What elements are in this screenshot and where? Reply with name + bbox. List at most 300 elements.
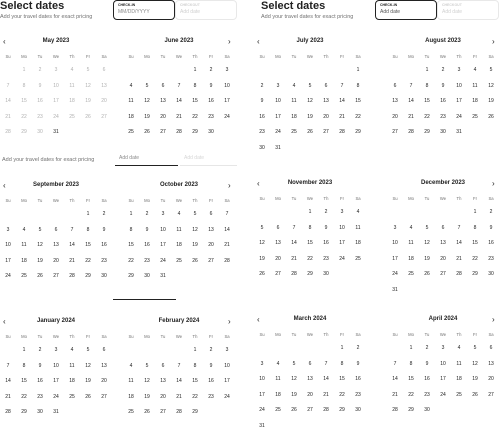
calendar-day[interactable]: 5 (473, 345, 477, 351)
calendar-day[interactable]: 7 (393, 360, 397, 367)
calendar-day[interactable]: 9 (489, 224, 493, 231)
calendar-day[interactable]: 23 (323, 255, 329, 262)
calendar-day[interactable]: 8 (86, 226, 90, 233)
calendar-day[interactable]: 27 (323, 129, 329, 135)
calendar-day[interactable]: 27 (275, 271, 281, 277)
calendar-day[interactable]: 4 (356, 209, 360, 215)
calendar-day[interactable]: 25 (128, 129, 134, 135)
calendar-day[interactable]: 14 (5, 378, 11, 384)
calendar-day[interactable]: 6 (102, 347, 106, 353)
calendar-day[interactable]: 9 (209, 82, 213, 89)
calendar-day[interactable]: 28 (224, 257, 230, 264)
calendar-day[interactable]: 3 (260, 360, 264, 367)
calendar-day[interactable]: 30 (424, 407, 430, 413)
checkin-value[interactable]: Add date (380, 9, 401, 15)
calendar-day[interactable]: 11 (69, 362, 75, 369)
calendar-day[interactable]: 11 (21, 242, 27, 248)
calendar-day[interactable]: 17 (224, 378, 230, 384)
calendar-day[interactable]: 5 (193, 211, 197, 217)
calendar-day[interactable]: 29 (85, 273, 91, 279)
calendar-day[interactable]: 6 (209, 211, 213, 217)
calendar-day[interactable]: 3 (225, 67, 229, 73)
chevron-right-icon[interactable]: › (492, 37, 495, 46)
chevron-right-icon[interactable]: › (492, 315, 495, 324)
calendar-day[interactable]: 8 (129, 226, 133, 233)
calendar-day[interactable]: 17 (275, 113, 281, 120)
calendar-day[interactable]: 19 (144, 113, 150, 120)
calendar-day[interactable]: 5 (86, 347, 90, 353)
calendar-day[interactable]: 13 (323, 98, 329, 104)
calendar-day[interactable]: 13 (307, 376, 313, 382)
calendar-day[interactable]: 9 (425, 360, 429, 367)
calendar-day[interactable]: 7 (324, 360, 328, 367)
calendar-day[interactable]: 17 (259, 391, 265, 398)
calendar-day[interactable]: 26 (192, 257, 198, 264)
calendar-day[interactable]: 27 (53, 273, 59, 279)
calendar-day[interactable]: 27 (160, 409, 166, 415)
calendar-day[interactable]: 12 (192, 226, 198, 233)
calendar-day[interactable]: 27 (160, 129, 166, 135)
calendar-day[interactable]: 20 (160, 393, 166, 400)
calendar-day[interactable]: 7 (292, 224, 296, 231)
calendar-day[interactable]: 22 (21, 393, 27, 400)
calendar-day[interactable]: 24 (392, 271, 398, 277)
calendar-day[interactable]: 5 (489, 67, 493, 73)
calendar-day[interactable]: 5 (292, 360, 296, 367)
calendar-day[interactable]: 7 (340, 82, 344, 89)
calendar-day[interactable]: 23 (37, 393, 43, 400)
calendar-day[interactable]: 31 (259, 422, 265, 429)
calendar-day[interactable]: 12 (488, 82, 494, 89)
calendar-day[interactable]: 2 (145, 211, 149, 217)
calendar-day[interactable]: 23 (259, 129, 265, 135)
calendar-day[interactable]: 3 (457, 67, 461, 73)
calendar-day[interactable]: 30 (323, 271, 329, 277)
calendar-day[interactable]: 27 (208, 257, 214, 264)
calendar-day[interactable]: 22 (339, 391, 345, 398)
calendar-day[interactable]: 2 (356, 345, 360, 351)
calendar-day[interactable]: 24 (259, 407, 265, 413)
calendar-day[interactable]: 1 (22, 347, 26, 353)
calendar-day[interactable]: 9 (145, 226, 149, 233)
calendar-day[interactable]: 19 (192, 242, 198, 248)
calendar-day[interactable]: 12 (144, 98, 150, 104)
calendar-day[interactable]: 7 (177, 82, 181, 89)
calendar-day[interactable]: 8 (425, 82, 429, 89)
calendar-day[interactable]: 22 (408, 391, 414, 398)
calendar-day[interactable]: 20 (53, 257, 59, 264)
calendar-day[interactable]: 13 (208, 226, 214, 233)
calendar-day[interactable]: 21 (323, 391, 329, 398)
calendar-day[interactable]: 31 (160, 273, 166, 279)
calendar-day[interactable]: 21 (176, 113, 182, 120)
calendar-day[interactable]: 4 (177, 211, 181, 217)
calendar-day[interactable]: 24 (5, 273, 11, 279)
checkout-value[interactable]: Add date (180, 9, 201, 15)
calendar-day[interactable]: 6 (489, 345, 493, 351)
calendar-day[interactable]: 6 (308, 360, 312, 367)
calendar-day[interactable]: 20 (275, 255, 281, 262)
calendar-day[interactable]: 26 (488, 113, 494, 120)
chevron-left-icon[interactable]: ‹ (3, 37, 6, 46)
calendar-day[interactable]: 26 (37, 273, 43, 279)
calendar-day[interactable]: 15 (21, 378, 27, 384)
calendar-day[interactable]: 7 (457, 224, 461, 231)
calendar-day[interactable]: 13 (488, 360, 494, 367)
checkin-value[interactable]: MM/DD/YYYY (118, 9, 150, 15)
calendar-day[interactable]: 29 (355, 129, 361, 135)
calendar-day[interactable]: 3 (54, 347, 58, 353)
chevron-left-icon[interactable]: ‹ (257, 315, 260, 324)
calendar-day[interactable]: 31 (275, 144, 281, 151)
calendar-day[interactable]: 11 (355, 224, 361, 231)
calendar-day[interactable]: 25 (355, 255, 361, 262)
calendar-day[interactable]: 18 (128, 113, 134, 120)
calendar-day[interactable]: 11 (128, 98, 134, 104)
calendar-day[interactable]: 15 (192, 98, 198, 104)
calendar-day[interactable]: 12 (37, 242, 43, 248)
calendar-day[interactable]: 25 (408, 271, 414, 277)
calendar-day[interactable]: 10 (392, 240, 398, 246)
calendar-day[interactable]: 28 (176, 409, 182, 415)
calendar-day[interactable]: 19 (37, 257, 43, 264)
calendar-day[interactable]: 29 (472, 271, 478, 277)
calendar-day[interactable]: 25 (456, 391, 462, 398)
calendar-day[interactable]: 16 (259, 113, 265, 120)
checkin-field[interactable] (375, 0, 437, 20)
calendar-day[interactable]: 1 (409, 345, 413, 351)
calendar-day[interactable]: 17 (160, 242, 166, 248)
calendar-day[interactable]: 15 (472, 240, 478, 246)
calendar-day[interactable]: 21 (5, 393, 11, 400)
calendar-day[interactable]: 28 (69, 273, 75, 279)
calendar-day[interactable]: 7 (6, 362, 10, 369)
chevron-left-icon[interactable]: ‹ (257, 179, 260, 188)
calendar-day[interactable]: 27 (440, 271, 446, 277)
calendar-day[interactable]: 31 (53, 409, 59, 415)
calendar-day[interactable]: 10 (275, 98, 281, 104)
calendar-day[interactable]: 8 (409, 360, 413, 367)
calendar-day[interactable]: 23 (208, 113, 214, 120)
calendar-day[interactable]: 29 (128, 273, 134, 279)
calendar-day[interactable]: 13 (160, 378, 166, 384)
chevron-right-icon[interactable]: › (228, 317, 231, 326)
calendar-day[interactable]: 27 (392, 129, 398, 135)
calendar-day[interactable]: 5 (38, 226, 42, 233)
calendar-day[interactable]: 9 (102, 226, 106, 233)
calendar-day[interactable]: 22 (355, 113, 361, 120)
calendar-day[interactable]: 17 (224, 98, 230, 104)
calendar-day[interactable]: 12 (85, 362, 91, 369)
calendar-day[interactable]: 28 (456, 271, 462, 277)
calendar-day[interactable]: 1 (473, 209, 477, 215)
calendar-day[interactable]: 29 (192, 409, 198, 415)
checkout-field[interactable] (437, 0, 499, 20)
calendar-day[interactable]: 16 (208, 98, 214, 104)
calendar-day[interactable]: 19 (85, 378, 91, 384)
calendar-day[interactable]: 16 (144, 242, 150, 248)
calendar-day[interactable]: 30 (37, 409, 43, 415)
calendar-day[interactable]: 20 (160, 113, 166, 120)
calendar-day[interactable]: 25 (21, 273, 27, 279)
calendar-day[interactable]: 21 (69, 257, 75, 264)
calendar-day[interactable]: 20 (101, 378, 107, 384)
calendar-day[interactable]: 12 (291, 376, 297, 382)
calendar-day[interactable]: 4 (70, 347, 74, 353)
calendar-day[interactable]: 13 (160, 98, 166, 104)
calendar-day[interactable]: 14 (224, 226, 230, 233)
chevron-right-icon[interactable]: › (492, 179, 495, 188)
checkout-value[interactable]: Add date (184, 155, 205, 161)
calendar-day[interactable]: 24 (456, 113, 462, 120)
calendar-day[interactable]: 23 (144, 257, 150, 264)
calendar-day[interactable]: 23 (101, 257, 107, 264)
calendar-day[interactable]: 14 (339, 98, 345, 104)
chevron-left-icon[interactable]: ‹ (3, 181, 6, 190)
chevron-right-icon[interactable]: › (228, 37, 231, 46)
calendar-day[interactable]: 17 (456, 98, 462, 104)
calendar-day[interactable]: 30 (488, 271, 494, 277)
calendar-day[interactable]: 12 (307, 98, 313, 104)
calendar-day[interactable]: 2 (441, 67, 445, 73)
calendar-day[interactable]: 19 (488, 98, 494, 104)
calendar-day[interactable]: 5 (260, 224, 264, 231)
calendar-day[interactable]: 4 (473, 67, 477, 73)
calendar-day[interactable]: 24 (224, 393, 230, 400)
calendar-day[interactable]: 8 (22, 362, 26, 369)
calendar-day[interactable]: 6 (324, 82, 328, 89)
calendar-day[interactable]: 15 (128, 242, 134, 248)
calendar-day[interactable]: 21 (291, 255, 297, 262)
calendar-day[interactable]: 3 (225, 347, 229, 353)
calendar-day[interactable]: 26 (144, 129, 150, 135)
calendar-day[interactable]: 24 (224, 113, 230, 120)
calendar-day[interactable]: 29 (339, 407, 345, 413)
calendar-day[interactable]: 6 (441, 224, 445, 231)
calendar-day[interactable]: 1 (356, 67, 360, 73)
calendar-day[interactable]: 22 (307, 255, 313, 262)
calendar-day[interactable]: 10 (53, 362, 59, 369)
checkout-value[interactable]: Add date (442, 9, 463, 15)
calendar-day[interactable]: 10 (160, 226, 166, 233)
calendar-day[interactable]: 21 (224, 242, 230, 248)
calendar-day[interactable]: 3 (340, 209, 344, 215)
calendar-day[interactable]: 16 (424, 376, 430, 382)
calendar-day[interactable]: 22 (128, 257, 134, 264)
calendar-day[interactable]: 10 (456, 82, 462, 89)
calendar-day[interactable]: 18 (408, 255, 414, 262)
calendar-day[interactable]: 12 (472, 360, 478, 367)
calendar-day[interactable]: 27 (488, 391, 494, 398)
calendar-day[interactable]: 14 (456, 240, 462, 246)
calendar-day[interactable]: 26 (85, 393, 91, 400)
calendar-day[interactable]: 17 (339, 240, 345, 246)
chevron-left-icon[interactable]: ‹ (257, 37, 260, 46)
calendar-day[interactable]: 29 (408, 407, 414, 413)
calendar-day[interactable]: 11 (408, 240, 414, 246)
calendar-day[interactable]: 21 (408, 113, 414, 120)
calendar-day[interactable]: 6 (276, 224, 280, 231)
calendar-day[interactable]: 28 (5, 409, 11, 415)
calendar-day[interactable]: 15 (424, 98, 430, 104)
calendar-day[interactable]: 11 (128, 378, 134, 384)
calendar-day[interactable]: 25 (69, 393, 75, 400)
calendar-day[interactable]: 23 (355, 391, 361, 398)
calendar-day[interactable]: 5 (308, 82, 312, 89)
calendar-day[interactable]: 14 (408, 98, 414, 104)
calendar-day[interactable]: 6 (393, 82, 397, 89)
calendar-day[interactable]: 5 (425, 224, 429, 231)
calendar-day[interactable]: 30 (101, 273, 107, 279)
calendar-day[interactable]: 13 (275, 240, 281, 246)
calendar-day[interactable]: 19 (424, 255, 430, 262)
calendar-day[interactable]: 22 (472, 255, 478, 262)
calendar-day[interactable]: 26 (424, 271, 430, 277)
calendar-day[interactable]: 10 (339, 224, 345, 231)
calendar-day[interactable]: 4 (292, 82, 296, 89)
calendar-day[interactable]: 30 (208, 129, 214, 135)
checkin-value[interactable]: Add date (119, 155, 140, 161)
calendar-day[interactable]: 7 (225, 211, 229, 217)
calendar-day[interactable]: 23 (208, 393, 214, 400)
calendar-day[interactable]: 8 (473, 224, 477, 231)
calendar-day[interactable]: 21 (176, 393, 182, 400)
calendar-day[interactable]: 1 (308, 209, 312, 215)
calendar-day[interactable]: 20 (323, 113, 329, 120)
calendar-day[interactable]: 6 (54, 226, 58, 233)
calendar-day[interactable]: 11 (176, 226, 182, 233)
calendar-day[interactable]: 8 (340, 360, 344, 367)
calendar-day[interactable]: 26 (259, 271, 265, 277)
calendar-day[interactable]: 25 (176, 257, 182, 264)
calendar-day[interactable]: 13 (53, 242, 59, 248)
calendar-day[interactable]: 2 (102, 211, 106, 217)
calendar-day[interactable]: 16 (37, 378, 43, 384)
calendar-day[interactable]: 22 (192, 113, 198, 120)
calendar-day[interactable]: 24 (339, 255, 345, 262)
calendar-day[interactable]: 13 (392, 98, 398, 104)
calendar-day[interactable]: 14 (291, 240, 297, 246)
checkout-field[interactable] (175, 0, 237, 20)
calendar-day[interactable]: 15 (408, 376, 414, 382)
calendar-day[interactable]: 25 (275, 407, 281, 413)
calendar-day[interactable]: 11 (291, 98, 297, 104)
calendar-day[interactable]: 3 (393, 224, 397, 231)
calendar-day[interactable]: 15 (339, 376, 345, 382)
calendar-day[interactable]: 11 (275, 376, 281, 382)
calendar-day[interactable]: 18 (21, 257, 27, 264)
calendar-day[interactable]: 28 (176, 129, 182, 135)
calendar-day[interactable]: 16 (101, 242, 107, 248)
calendar-day[interactable]: 4 (129, 82, 133, 89)
calendar-day[interactable]: 7 (70, 226, 74, 233)
calendar-day[interactable]: 23 (440, 113, 446, 120)
calendar-day[interactable]: 11 (456, 360, 462, 367)
calendar-day[interactable]: 6 (161, 362, 165, 369)
calendar-day[interactable]: 16 (208, 378, 214, 384)
calendar-day[interactable]: 18 (176, 242, 182, 248)
calendar-day[interactable]: 3 (161, 211, 165, 217)
calendar-day[interactable]: 2 (324, 209, 328, 215)
calendar-day[interactable]: 15 (192, 378, 198, 384)
calendar-day[interactable]: 30 (355, 407, 361, 413)
calendar-day[interactable]: 24 (53, 393, 59, 400)
calendar-day[interactable]: 15 (85, 242, 91, 248)
calendar-day[interactable]: 17 (440, 376, 446, 382)
calendar-day[interactable]: 24 (275, 129, 281, 135)
calendar-day[interactable]: 19 (259, 255, 265, 262)
calendar-day[interactable]: 4 (22, 226, 26, 233)
calendar-day[interactable]: 17 (5, 257, 11, 264)
calendar-day[interactable]: 18 (69, 378, 75, 384)
calendar-day[interactable]: 9 (209, 362, 213, 369)
calendar-day[interactable]: 18 (456, 376, 462, 382)
calendar-day[interactable]: 30 (440, 129, 446, 135)
calendar-day[interactable]: 1 (193, 347, 197, 353)
calendar-day[interactable]: 13 (440, 240, 446, 246)
calendar-day[interactable]: 14 (69, 242, 75, 248)
calendar-day[interactable]: 22 (192, 393, 198, 400)
calendar-day[interactable]: 10 (224, 362, 230, 369)
calendar-day[interactable]: 4 (129, 362, 133, 369)
calendar-day[interactable]: 2 (260, 82, 264, 89)
calendar-day[interactable]: 10 (259, 376, 265, 382)
calendar-day[interactable]: 28 (291, 271, 297, 277)
calendar-day[interactable]: 16 (355, 376, 361, 382)
calendar-day[interactable]: 14 (176, 98, 182, 104)
calendar-day[interactable]: 14 (176, 378, 182, 384)
calendar-day[interactable]: 13 (101, 362, 107, 369)
calendar-day[interactable]: 20 (488, 376, 494, 382)
calendar-day[interactable]: 22 (424, 113, 430, 120)
calendar-day[interactable]: 14 (392, 376, 398, 382)
calendar-day[interactable]: 31 (456, 129, 462, 135)
calendar-day[interactable]: 19 (472, 376, 478, 382)
calendar-day[interactable]: 12 (144, 378, 150, 384)
calendar-day[interactable]: 24 (440, 391, 446, 398)
calendar-day[interactable]: 30 (259, 144, 265, 151)
calendar-day[interactable]: 10 (224, 82, 230, 89)
calendar-day[interactable]: 10 (5, 242, 11, 248)
checkin-field[interactable] (113, 0, 175, 20)
calendar-day[interactable]: 1 (425, 67, 429, 73)
calendar-day[interactable]: 21 (339, 113, 345, 120)
calendar-day[interactable]: 21 (392, 391, 398, 398)
calendar-day[interactable]: 26 (472, 391, 478, 398)
calendar-day[interactable]: 18 (128, 393, 134, 400)
calendar-day[interactable]: 8 (193, 82, 197, 89)
calendar-day[interactable]: 2 (38, 347, 42, 353)
calendar-day[interactable]: 25 (472, 113, 478, 120)
calendar-day[interactable]: 17 (392, 255, 398, 262)
calendar-day[interactable]: 15 (355, 98, 361, 104)
calendar-day[interactable]: 25 (128, 409, 134, 415)
chevron-left-icon[interactable]: ‹ (3, 317, 6, 326)
calendar-day[interactable]: 16 (323, 240, 329, 246)
calendar-day[interactable]: 8 (356, 82, 360, 89)
calendar-day[interactable]: 5 (145, 362, 149, 369)
chevron-right-icon[interactable]: › (228, 181, 231, 190)
calendar-day[interactable]: 26 (307, 129, 313, 135)
calendar-day[interactable]: 9 (324, 224, 328, 231)
calendar-day[interactable]: 18 (355, 240, 361, 246)
calendar-day[interactable]: 11 (472, 82, 478, 89)
calendar-day[interactable]: 19 (144, 393, 150, 400)
calendar-day[interactable]: 18 (472, 98, 478, 104)
calendar-day[interactable]: 30 (144, 273, 150, 279)
calendar-day[interactable]: 12 (259, 240, 265, 246)
calendar-day[interactable]: 15 (307, 240, 313, 246)
